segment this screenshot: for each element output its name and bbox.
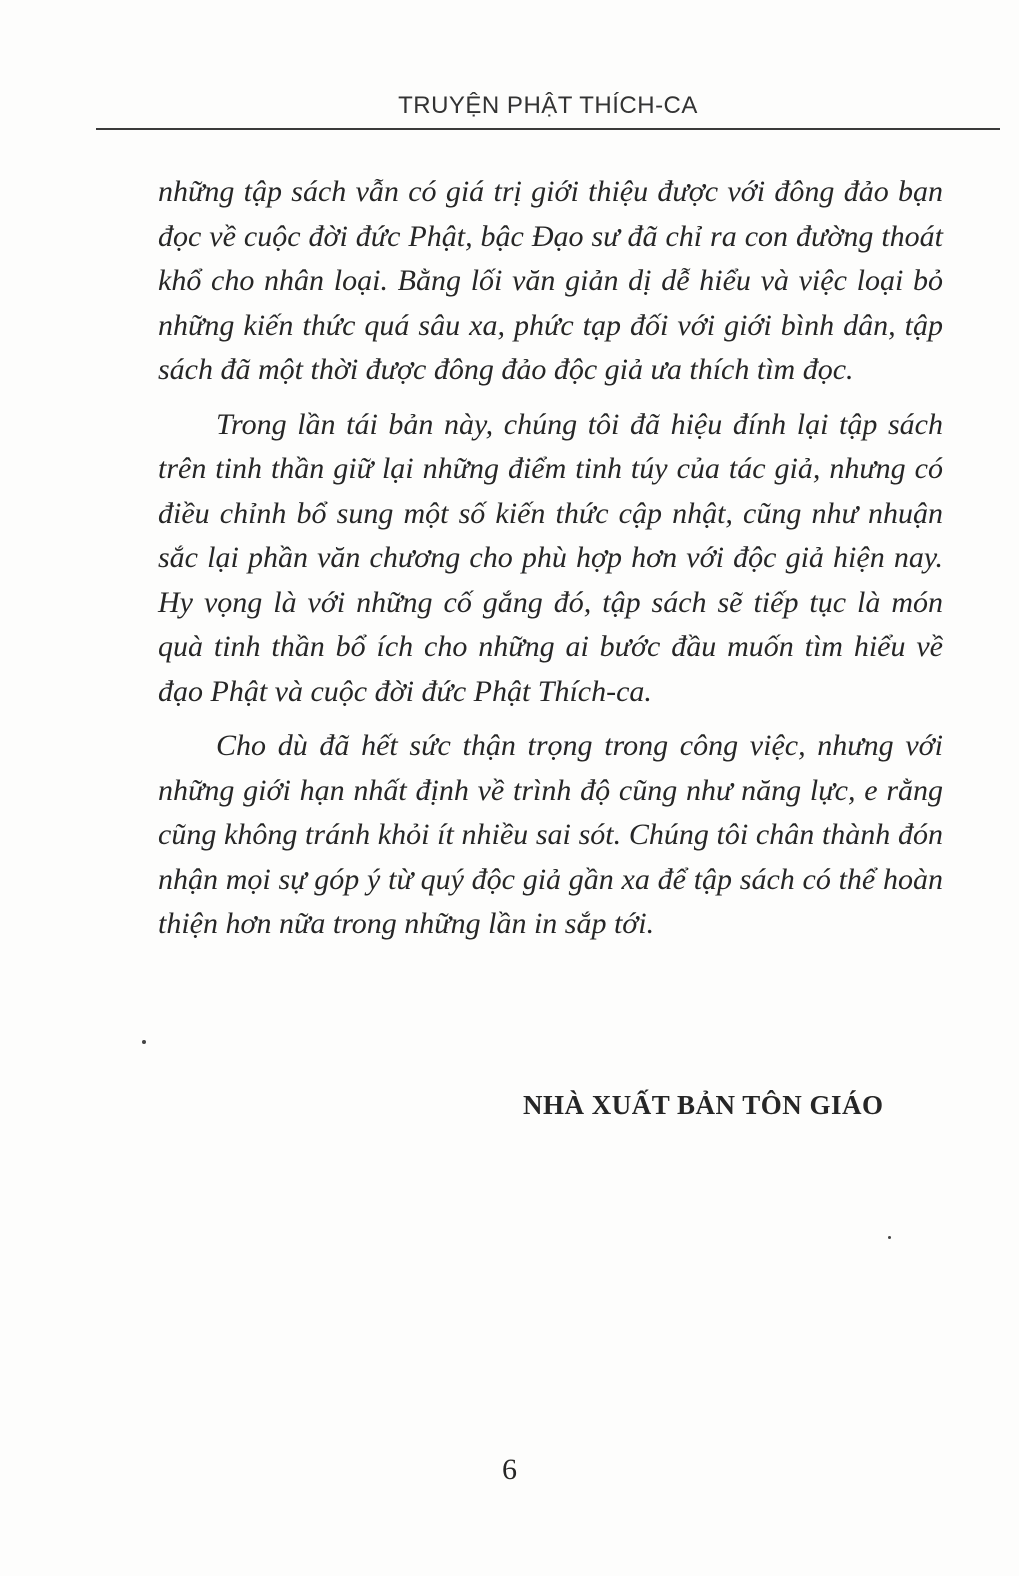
page-number: 6 <box>502 1453 517 1486</box>
running-header <box>96 90 1000 130</box>
publisher-signature: NHÀ XUẤT BẢN TÔN GIÁO <box>523 1090 884 1120</box>
header-divider <box>96 128 1000 130</box>
print-speck <box>142 1040 146 1044</box>
print-speck <box>888 1236 891 1239</box>
body-text <box>158 170 943 957</box>
paragraph-3: Cho dù đã hết sức thận trọng trong công việc, nhưng với những giới hạn nhất định về trình độ cũng như năng lực, e rằng cũng không tránh khỏi ít nhiều sai sót. Chúng tôi chân thành đón nhận mọi sự góp ý từ quý độc giả gần xa để tập sách có thể hoàn thiện hơn nữa trong những lần in sắp tới. <box>158 729 943 940</box>
book-title: TRUYỆN PHẬT THÍCH-CA <box>398 92 698 119</box>
paragraph-1: những tập sách vẫn có giá trị giới thiệu được với đông đảo bạn đọc về cuộc đời đức Phật, bậc Đạo sư đã chỉ ra con đường thoát khổ cho nhân loại. Bằng lối văn giản dị dễ hiểu và việc loại bỏ những kiến thức quá sâu xa, phức tạp đối với giới bình dân, tập sách đã một thời được đông đảo độc giả ưa thích tìm đọc. <box>158 175 943 386</box>
paragraph-2: Trong lần tái bản này, chúng tôi đã hiệu đính lại tập sách trên tinh thần giữ lại những điểm tinh túy của tác giả, nhưng có điều chỉnh bổ sung một số kiến thức cập nhật, cũng như nhuận sắc lại phần văn chương cho phù hợp hơn với độc giả hiện nay. Hy vọng là với những cố gắng đó, tập sách sẽ tiếp tục là món quà tinh thần bổ ích cho những ai bước đầu muốn tìm hiểu về đạo Phật và cuộc đời đức Phật Thích-ca. <box>158 407 943 708</box>
